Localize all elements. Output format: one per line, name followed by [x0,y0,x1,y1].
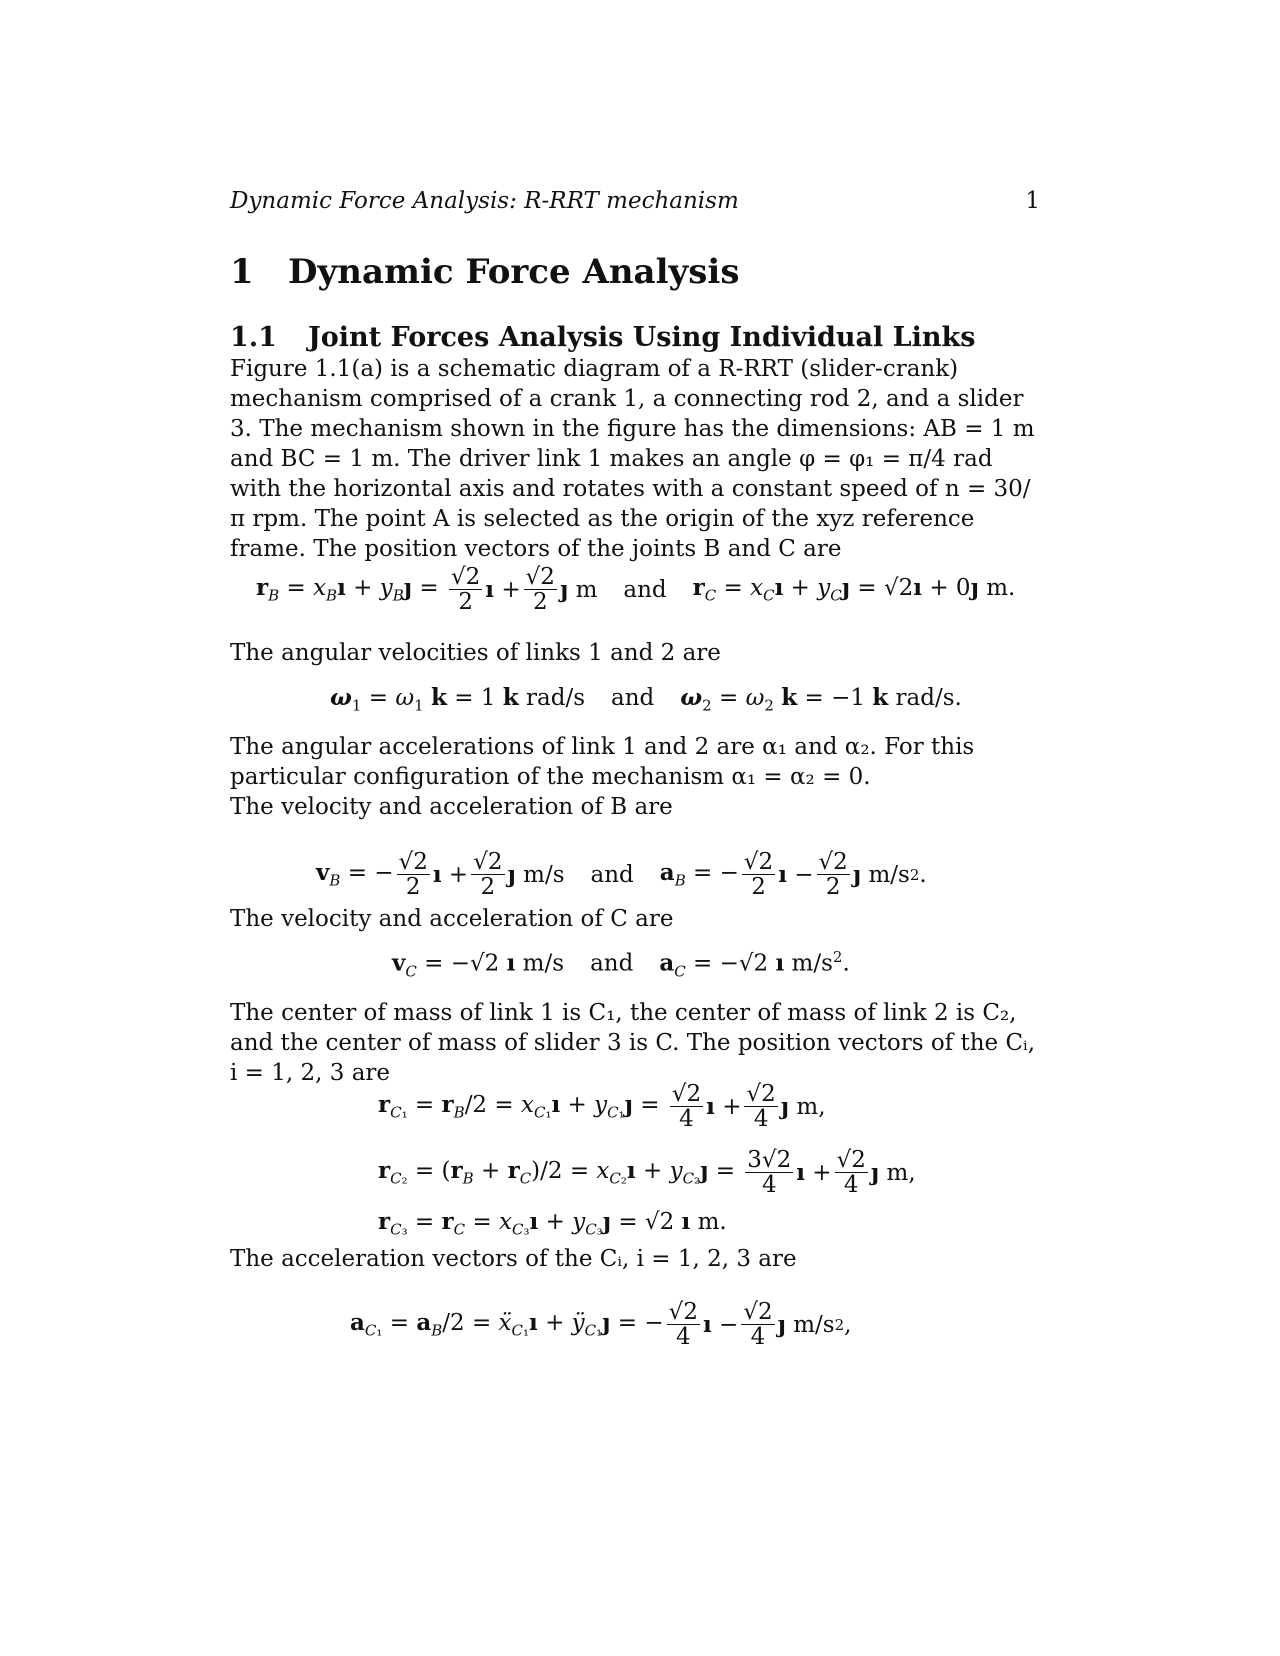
subsection-title: Joint Forces Analysis Using Individual Links [308,322,976,353]
velocity-C-text: The velocity and acceleration of C are [230,906,674,932]
equation-position-BC: $r_B$ = $x_Bı$ + $y_Bȷ$ = $\frac{√2}{2}$ ı + $\frac{√2}{2}$ ȷ m and $r_C$ = $x_Cı$ + $y_Cȷ$ = √2ı + 0ȷ m. [256,564,1016,615]
running-title: Dynamic Force Analysis: R-RRT mechanism [230,188,739,214]
section-heading [230,252,739,292]
equation-position-C1: $r_{C_1} = r_B/2$ = $x_{C_1}ı$ + $y_{C_1}ȷ$ = $\frac{√2}{4}$ ı + $\frac{√2}{4}$ ȷ m, [378,1081,826,1132]
equation-velocity-acceleration-C: $v_C = -√2$ ı m/s and $a_C = -√2$ ı $m/s^2$. [392,948,850,981]
running-header [230,188,1040,214]
center-of-mass-text: The center of mass of link 1 is C₁, the center of mass of link 2 is C₂, and the center of mass of slider 3 is C. The position vectors of the Cᵢ, i = 1, 2, 3 are [230,1000,1035,1086]
equation-acceleration-C1: $a_{C_1} = a_B/2$ = ẍ$_{C_1}$ı + $ÿ_{C_1}ȷ$ = − $\frac{√2}{4}$ ı − $\frac{√2}{4}$ ȷ m/s 2 , [350,1299,852,1350]
angular-velocity-text: The angular velocities of links 1 and 2 are [230,640,721,666]
velocity-B-text: The velocity and acceleration of B are [230,794,673,820]
page-number: 1 [1025,188,1040,214]
intro-paragraph: Figure 1.1(a) is a schematic diagram of a R-RRT (slider-crank) mechanism comprised of a crank 1, a connecting rod 2, and a slider 3. The mechanism shown in the figure has the dimensions: AB = 1 m and BC = 1 m. The driver link 1 makes an angle φ = φ₁ = π/4 rad with the horizontal axis and rotates with a constant speed of n = 30/π rpm. The point A is selected as the origin of the xyz reference frame. The position vectors of the joints B and C are [230,356,1035,562]
section-number: 1 [230,252,254,292]
equation-velocity-acceleration-B: $v_B$ = − $\frac{√2}{2}$ ı + $\frac{√2}{2}$ ȷ m/s and $a_B$ = − $\frac{√2}{2}$ ı − $\frac{√2}{2}$ ȷ m/s 2 . [316,849,927,900]
subsection-heading [230,322,975,353]
subsection-number: 1.1 [230,322,277,353]
equation-position-C3: $r_{C_3} = r_C$ = $x_{C_3}ı$ + $y_{C_3}ȷ = √2$ ı m. [378,1208,727,1239]
equation-position-C2: $r_{C_2} = (r_B + r_C)/2$ = $x_{C_2}ı$ + $y_{C_2}ȷ$ = $\frac{3√2}{4}$ ı + $\frac{√2}{4}$ ȷ m, [378,1147,916,1198]
angular-acceleration-text: The angular accelerations of link 1 and 2 are α₁ and α₂. For this particular configuration of the mechanism α₁ = α₂ = 0. [230,734,975,790]
equation-angular-velocity: $\omega_1 = \omega_1$ k = 1 k rad/s and $\omega_2 = \omega_2$ k = −1 k rad/s. [330,684,962,715]
acceleration-Ci-text: The acceleration vectors of the Cᵢ, i = 1, 2, 3 are [230,1246,797,1272]
section-title: Dynamic Force Analysis [288,252,740,292]
